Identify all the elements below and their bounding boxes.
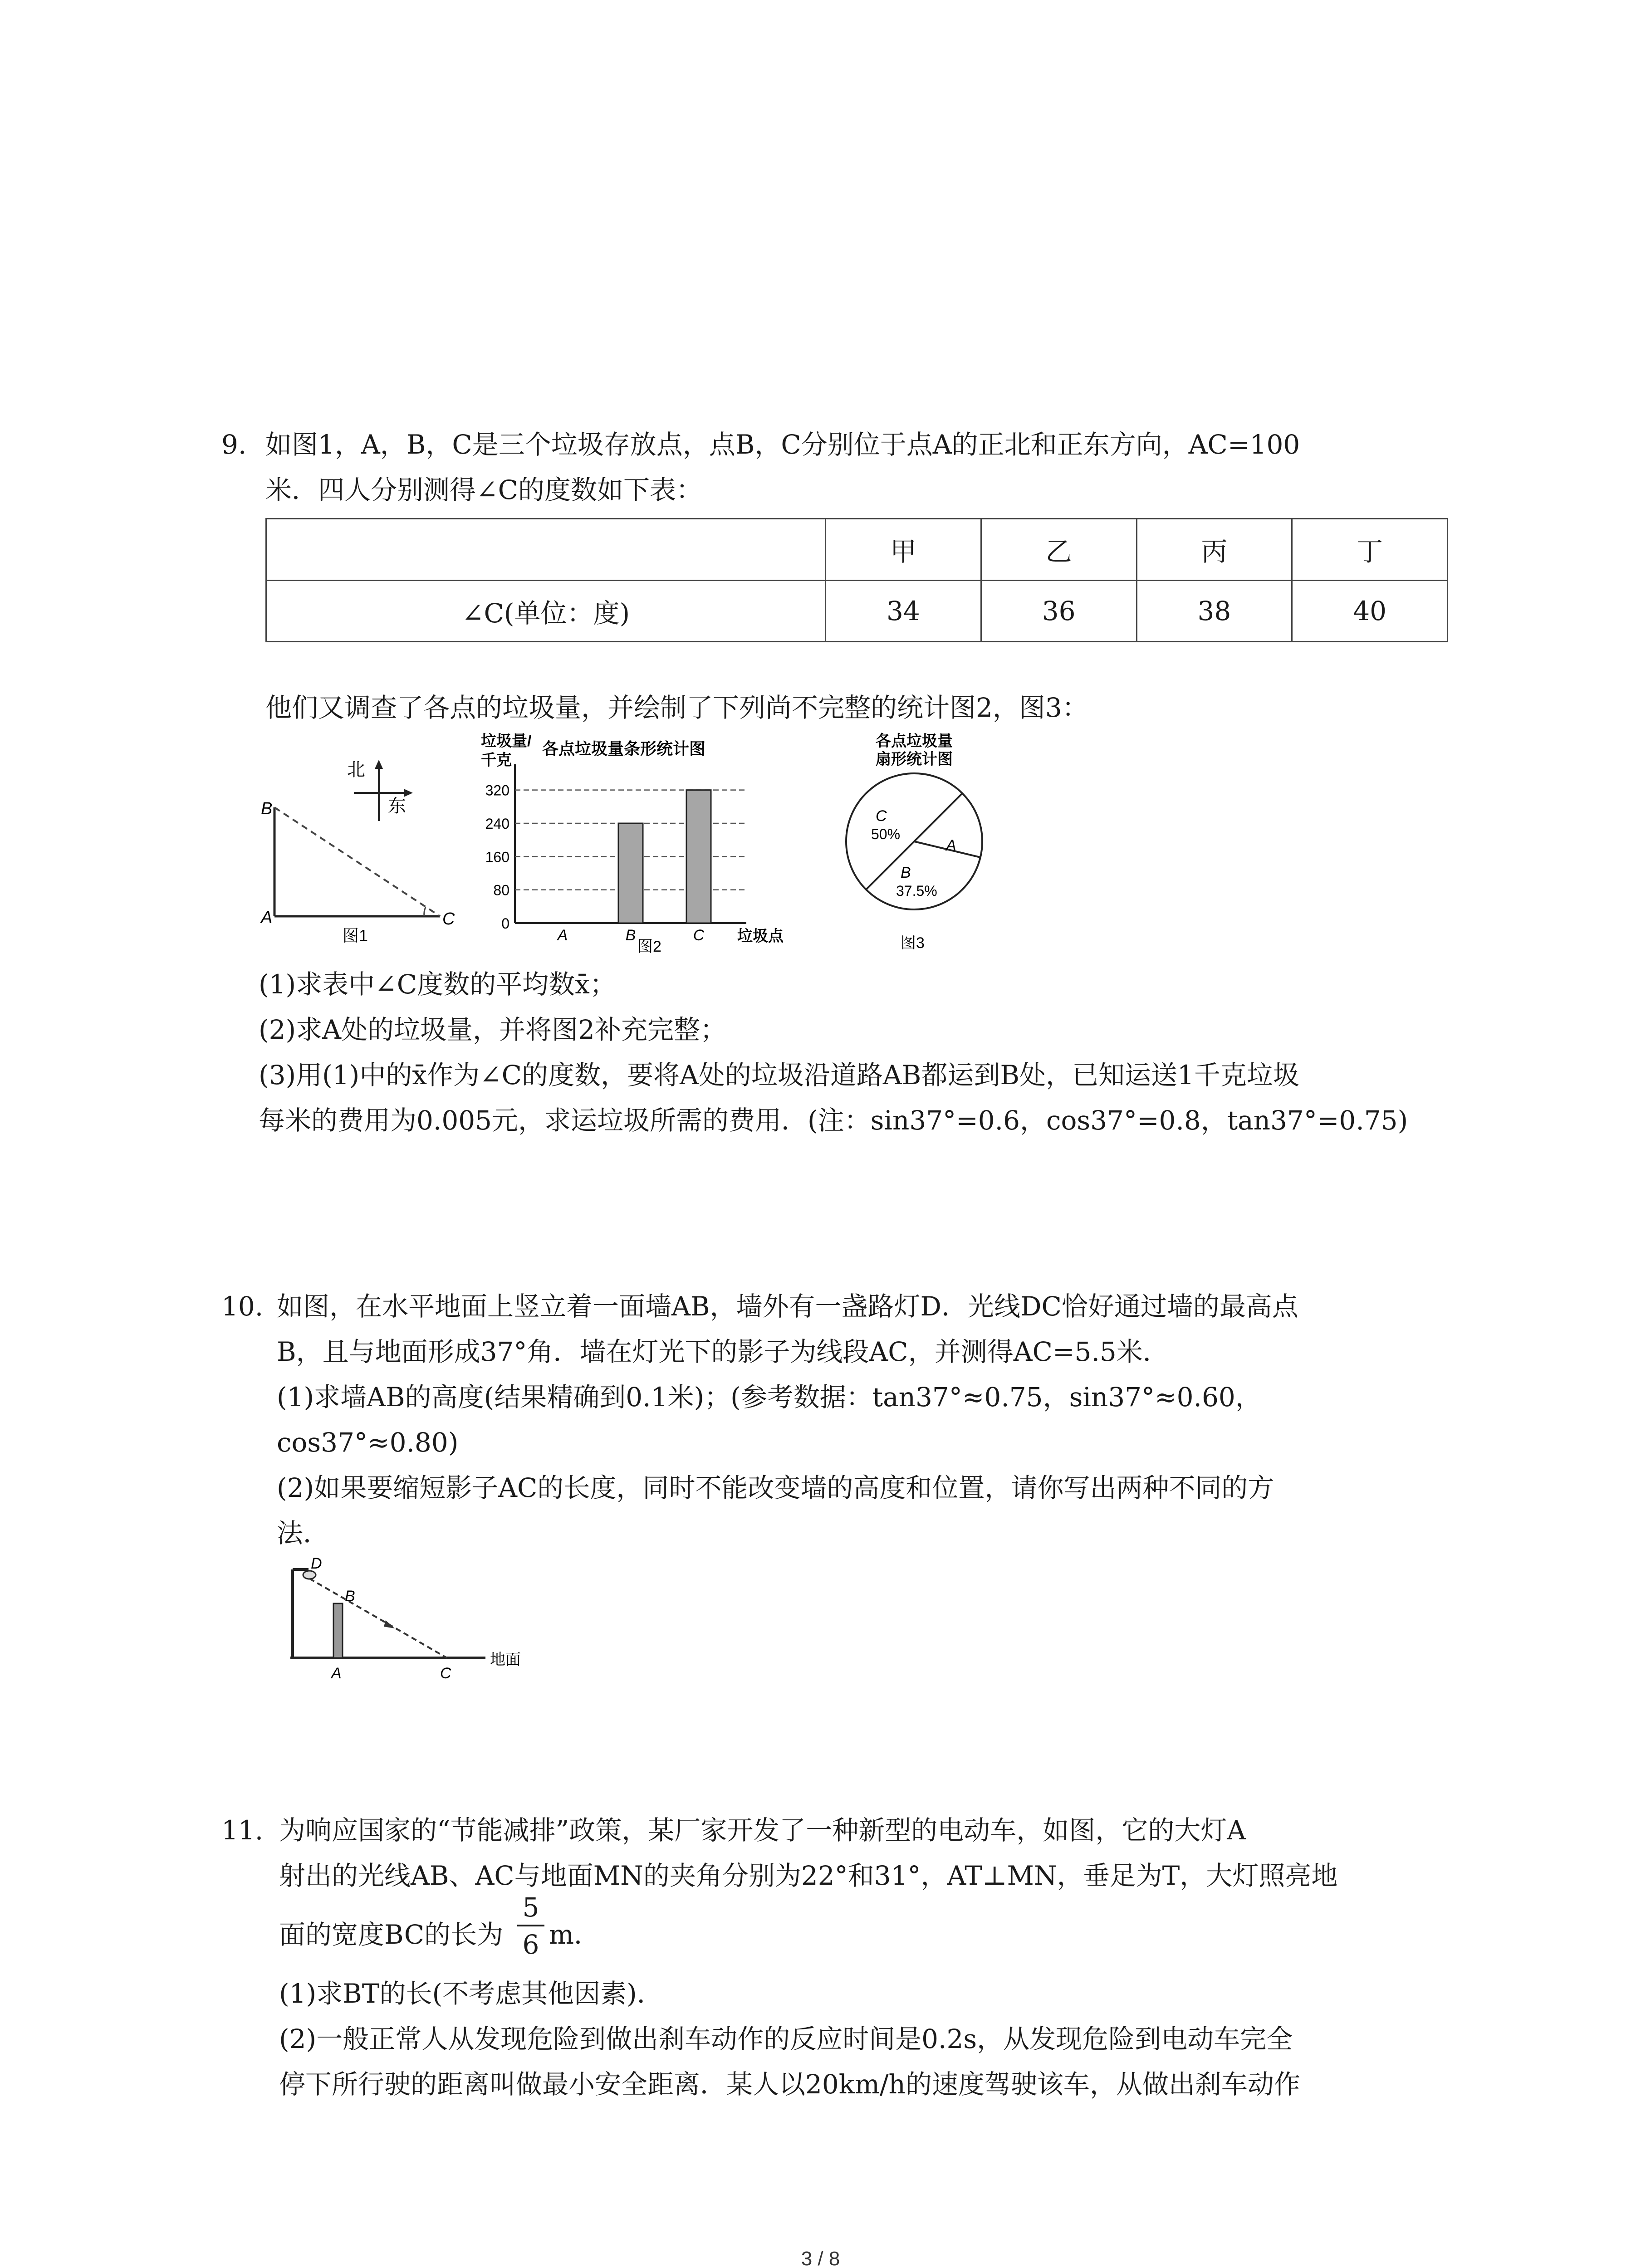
q11-line3-post: m． bbox=[549, 1919, 600, 1950]
angle-c-arc bbox=[424, 907, 426, 916]
table-header-cell bbox=[266, 519, 826, 581]
y-tick-label: 80 bbox=[493, 882, 509, 899]
figure-3-caption: 图3 bbox=[901, 934, 925, 952]
q10-line6: 法． bbox=[277, 1518, 330, 1549]
x-tick-label: A bbox=[557, 927, 568, 944]
point-b-label: B bbox=[345, 1588, 355, 1605]
point-a-label: A bbox=[331, 1665, 342, 1682]
pie-chart bbox=[833, 728, 996, 955]
y-tick-label: 0 bbox=[501, 915, 509, 932]
page-number: 3 / 8 bbox=[801, 2248, 840, 2268]
q11-line5: (2)一般正常人从发现危险到做出刹车动作的反应时间是0.2s，从发现危险到电动车完全 bbox=[279, 2024, 1293, 2054]
chart-ticks bbox=[485, 782, 509, 932]
q9-sub2: (2)求A处的垃圾量，并将图2补充完整； bbox=[259, 1014, 726, 1045]
q9-sub3-line2: 每米的费用为0.005元，求运垃圾所需的费用．(注：sin37°=0.6，cos37°=0.8，tan37°=0.75) bbox=[259, 1105, 1408, 1136]
y-tick-label: 160 bbox=[485, 849, 509, 865]
figure-2-caption: 图2 bbox=[637, 938, 661, 955]
fraction-denominator: 6 bbox=[522, 1929, 539, 1960]
q10-number: 10. bbox=[221, 1291, 264, 1322]
q11-line1: 为响应国家的“节能减排”政策，某厂家开发了一种新型的电动车，如图，它的大灯A bbox=[279, 1815, 1246, 1846]
bar-chart bbox=[474, 728, 810, 955]
q11-line4: (1)求BT的长(不考虑其他因素)． bbox=[279, 1978, 663, 2009]
x-tick-label: B bbox=[625, 927, 636, 944]
north-arrowhead-icon bbox=[375, 760, 383, 769]
q9-line1: 如图1，A，B，C是三个垃圾存放点，点B，C分别位于点A的正北和正东方向，AC=100 bbox=[265, 429, 1300, 460]
fraction-numerator: 5 bbox=[522, 1892, 539, 1923]
table-header-row bbox=[266, 519, 1448, 581]
chart-title: 各点垃圾量条形统计图 bbox=[542, 739, 706, 758]
pie-pct-c: 50% bbox=[871, 826, 901, 842]
table-header-cell: 甲 bbox=[826, 519, 981, 581]
y-tick-label: 320 bbox=[485, 782, 509, 799]
q10-line2: B，且与地面形成37°角．墙在灯光下的影子为线段AC，并测得AC=5.5米． bbox=[277, 1336, 1169, 1367]
figure-1 bbox=[259, 748, 467, 953]
bar-C bbox=[686, 790, 711, 923]
pie-title-1: 各点垃圾量 bbox=[876, 733, 953, 750]
pie-label-a: A bbox=[946, 837, 956, 854]
q9-sub1: (1)求表中∠C度数的平均数x̄； bbox=[259, 969, 616, 1000]
q11-line2: 射出的光线AB、AC与地面MN的夹角分别为22°和31°，AT⊥MN，垂足为T，大灯照亮地 bbox=[279, 1860, 1338, 1891]
q10-line1: 如图，在水平地面上竖立着一面墙AB，墙外有一盏路灯D．光线DC恰好通过墙的最高点 bbox=[277, 1291, 1298, 1322]
east-label: 东 bbox=[388, 796, 406, 816]
wall-lamp-figure bbox=[272, 1551, 535, 1687]
q9-line2: 米．四人分别测得∠C的度数如下表： bbox=[265, 474, 702, 505]
fraction-bar bbox=[517, 1925, 544, 1926]
q11-number: 11. bbox=[221, 1815, 264, 1846]
y-axis-label-2: 千克 bbox=[481, 752, 512, 769]
table-cell: 34 bbox=[826, 580, 981, 642]
point-c-label: C bbox=[440, 1665, 451, 1682]
point-b-label: B bbox=[261, 799, 273, 818]
table-cell: 38 bbox=[1136, 580, 1292, 642]
point-c-label: C bbox=[442, 909, 455, 929]
q11-line6: 停下所行驶的距离叫做最小安全距离．某人以20km/h的速度驾驶该车，从做出刹车动作 bbox=[279, 2069, 1300, 2100]
table-cell: 40 bbox=[1292, 580, 1448, 642]
table-header-cell: 乙 bbox=[981, 519, 1136, 581]
x-tick-label: C bbox=[693, 927, 705, 944]
segment-bc bbox=[274, 807, 440, 916]
figure-1-caption: 图1 bbox=[343, 926, 368, 945]
q10-line3: (1)求墙AB的高度(结果精确到0.1米)；(参考数据：tan37°≈0.75，sin37°≈0.60， bbox=[277, 1382, 1262, 1413]
point-d-label: D bbox=[311, 1555, 322, 1572]
ground-label: 地面 bbox=[490, 1651, 521, 1668]
north-label: 北 bbox=[347, 760, 365, 780]
pie-pct-b: 37.5% bbox=[896, 883, 937, 899]
light-ray-dc bbox=[309, 1579, 447, 1658]
table-row bbox=[266, 580, 1448, 642]
x-axis-label: 垃圾点 bbox=[737, 928, 784, 945]
q9-line3: 他们又调查了各点的垃圾量，并绘制了下列尚不完整的统计图2，图3： bbox=[265, 692, 1088, 723]
y-axis-label-1: 垃圾量/ bbox=[481, 733, 532, 750]
pie-label-b: B bbox=[901, 864, 911, 881]
pie-label-c: C bbox=[876, 807, 887, 825]
q11-line3-pre: 面的宽度BC的长为 bbox=[279, 1919, 504, 1950]
y-tick-label: 240 bbox=[485, 816, 509, 832]
bar-B bbox=[618, 823, 643, 923]
chart-categories bbox=[557, 927, 705, 944]
table-cell: 36 bbox=[981, 580, 1136, 642]
q9-sub3-line1: (3)用(1)中的x̄作为∠C的度数，要将A处的垃圾沿道路AB都运到B处，已知运送1千克垃圾 bbox=[259, 1060, 1299, 1090]
q9-number: 9. bbox=[221, 429, 247, 460]
q10-line4: cos37°≈0.80) bbox=[277, 1427, 459, 1458]
point-a-label: A bbox=[261, 908, 273, 927]
table-header-cell: 丁 bbox=[1292, 519, 1448, 581]
wall-ab bbox=[333, 1603, 343, 1658]
ray-arrow-icon bbox=[384, 1620, 395, 1628]
pie-title-2: 扇形统计图 bbox=[876, 751, 953, 768]
q10-line5: (2)如果要缩短影子AC的长度，同时不能改变墙的高度和位置，请你写出两种不同的方 bbox=[277, 1472, 1274, 1503]
angle-table bbox=[265, 518, 1448, 642]
table-row-label: ∠C(单位：度) bbox=[266, 580, 826, 642]
table-header-cell: 丙 bbox=[1136, 519, 1292, 581]
